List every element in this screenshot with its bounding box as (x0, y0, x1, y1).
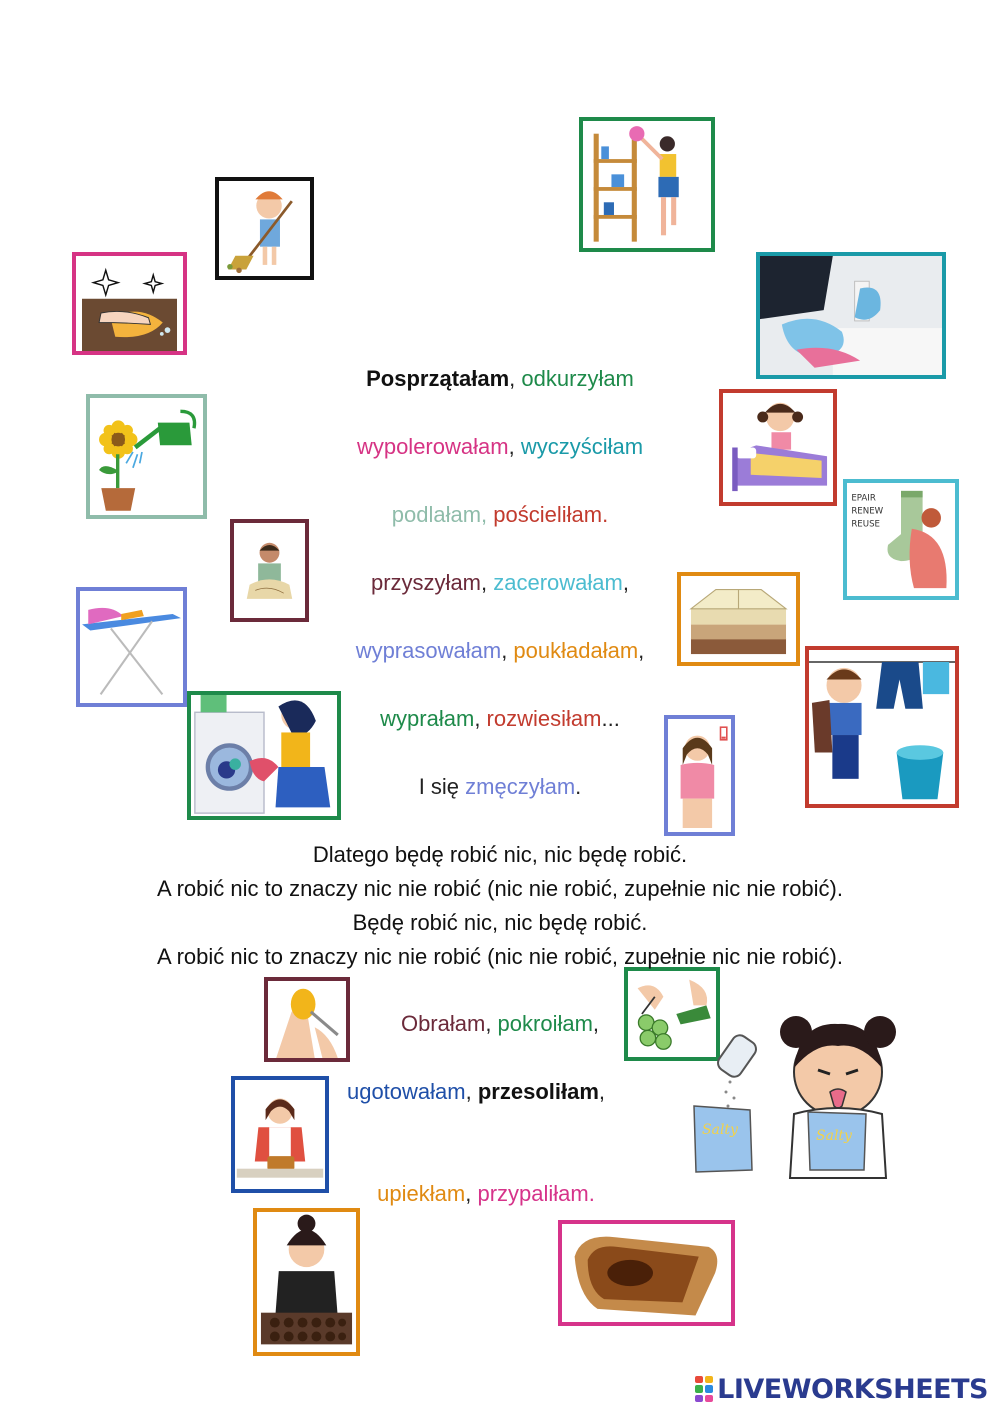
svg-text:Salty: Salty (702, 1122, 738, 1138)
verb-przypalilam: przypaliłam. (477, 1181, 595, 1206)
phrase-i-sie: I się (418, 774, 466, 799)
separator: , (474, 706, 487, 731)
verb-posprzatalam: Posprzątałam (366, 366, 510, 391)
separator: , (465, 1181, 478, 1206)
verb-podlalam: podlałam, (391, 502, 494, 527)
verb-rozwiesilam: rozwiesiłam (486, 706, 602, 731)
dusting-shelf-image (579, 117, 715, 252)
chorus-line: Dlatego będę robić nic, nic będę robić. (312, 842, 688, 867)
burnt-toast-image (558, 1220, 735, 1326)
broom-icon (219, 181, 310, 276)
chorus (60, 838, 940, 974)
polishing-table-image (72, 252, 187, 355)
verse-line-5 (0, 637, 1000, 665)
line-end: . (575, 774, 582, 799)
separator: , (485, 1011, 498, 1036)
chorus-line: A robić nic to znaczy nic nie robić (nic nie robić, zupełnie nic nie robić). (157, 944, 843, 969)
separator: , (509, 366, 522, 391)
verb-wypralam: wyprałam (380, 706, 475, 731)
verb-przyszylam: przyszyłam (371, 570, 482, 595)
verse-line-3 (0, 501, 1000, 529)
baking-cookies-image (253, 1208, 360, 1356)
verb-upieklam: upiekłam (377, 1181, 466, 1206)
verb-poscielilam: pościeliłam. (493, 502, 609, 527)
verse-line-4 (0, 569, 1000, 597)
verb-zacerowalam: zacerowałam (493, 570, 623, 595)
svg-text:REUSE: REUSE (851, 519, 881, 530)
separator: , (508, 434, 521, 459)
line-end: , (592, 1011, 600, 1036)
verse-line-8 (0, 1010, 1000, 1038)
chorus-line: Będę robić nic, nic będę robić. (352, 910, 648, 935)
line-end: , (638, 638, 645, 663)
verb-ugotowalam: ugotowałam (346, 1079, 466, 1104)
logo-text: LIVEWORKSHEETS (717, 1373, 988, 1405)
separator: , (465, 1079, 478, 1104)
verse-line-2 (0, 433, 1000, 461)
verse-line-1 (0, 365, 1000, 393)
separator: , (481, 570, 494, 595)
cleaning-gloves-image (756, 252, 946, 379)
liveworksheets-logo[interactable] (695, 1372, 988, 1406)
spray-glove-icon (760, 256, 942, 375)
baking-tray-icon (257, 1212, 356, 1352)
verb-odkurzylam: odkurzyłam (521, 366, 634, 391)
verse-line-7 (0, 773, 1000, 801)
svg-text:EPAIR: EPAIR (851, 493, 876, 504)
verse-line-10 (0, 1180, 986, 1208)
toast-icon (562, 1224, 731, 1322)
verb-wyczyscilam: wyczyściłam (520, 434, 644, 459)
verb-zmeczylam: zmęczyłam (465, 774, 576, 799)
verb-obralam: Obrałam (400, 1011, 486, 1036)
verse-line-6 (0, 705, 1000, 733)
sparkle-cloth-icon (76, 256, 183, 351)
verb-poukladalam: poukładałam (513, 638, 639, 663)
verb-przesolilam: przesoliłam (477, 1079, 599, 1104)
line-end: , (598, 1079, 606, 1104)
line-end: ... (601, 706, 620, 731)
svg-text:Salty: Salty (816, 1128, 852, 1144)
verb-pokroilam: pokroiłam (497, 1011, 593, 1036)
verb-wyprasowalam: wyprasowałam (355, 638, 502, 663)
svg-text:RENEW: RENEW (851, 506, 884, 517)
logo-icon (695, 1376, 713, 1402)
dusting-icon (583, 121, 711, 248)
chorus-line: A robić nic to znaczy nic nie robić (nic nie robić, zupełnie nic nie robić). (157, 876, 843, 901)
verb-wypolerowalam: wypolerowałam (356, 434, 509, 459)
verse-line-9 (0, 1078, 976, 1106)
line-end: , (622, 570, 629, 595)
sweeping-girl-image (215, 177, 314, 280)
separator: , (501, 638, 514, 663)
